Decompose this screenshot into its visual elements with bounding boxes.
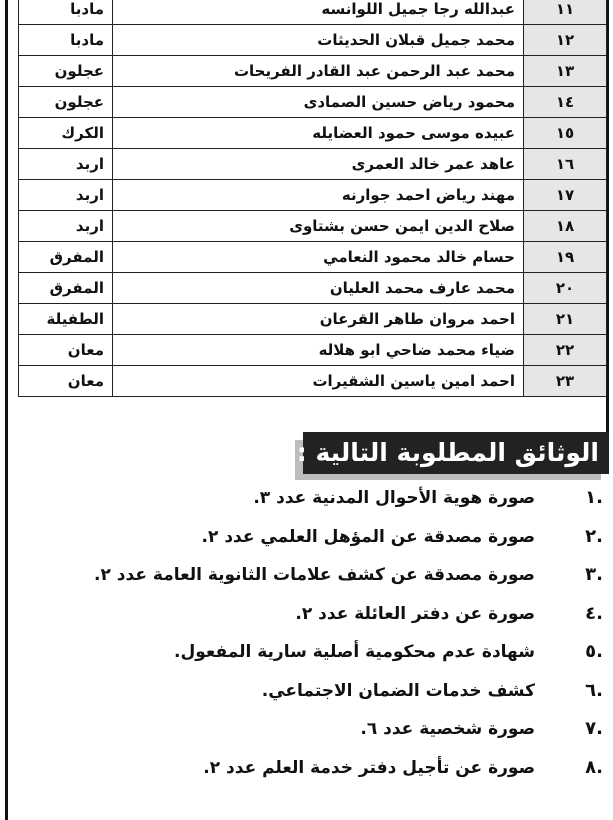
- row-name: احمد امين ياسين الشقيرات: [113, 366, 524, 397]
- list-item-text: صورة هوية الأحوال المدنية عدد ٣.: [253, 488, 535, 508]
- row-number: ١٥: [524, 118, 607, 149]
- list-item-text: صورة عن تأجيل دفتر خدمة العلم عدد ٢.: [203, 757, 535, 778]
- row-name: عبدالله رجا جميل اللوانسه: [113, 0, 524, 25]
- row-name: عاهد عمر خالد العمرى: [113, 149, 524, 180]
- row-city: معان: [19, 366, 113, 397]
- table-row: [19, 273, 607, 304]
- table-row: [19, 335, 607, 366]
- list-item: [0, 598, 613, 630]
- row-number: ١٩: [524, 242, 607, 273]
- list-item-number: .٤: [585, 602, 603, 624]
- row-number: ١١: [524, 0, 607, 25]
- row-name: محمد عارف محمد العليان: [113, 273, 524, 304]
- row-city: اربد: [19, 180, 113, 211]
- row-city: عجلون: [19, 87, 113, 118]
- table-row: [19, 242, 607, 273]
- row-name: محمد عبد الرحمن عبد القادر الفريحات: [113, 56, 524, 87]
- row-number: ٢١: [524, 304, 607, 335]
- row-number: ٢٢: [524, 335, 607, 366]
- row-number: ١٤: [524, 87, 607, 118]
- list-item-number: .٨: [585, 756, 603, 778]
- row-name: صلاح الدين ايمن حسن بشتاوى: [113, 211, 524, 242]
- list-item-text: شهادة عدم محكومية أصلية سارية المفعول.: [174, 642, 535, 662]
- list-item-number: .٣: [585, 564, 603, 585]
- list-item: [0, 752, 613, 784]
- list-item: [0, 675, 613, 707]
- row-number: ١٢: [524, 25, 607, 56]
- row-number: ١٣: [524, 56, 607, 87]
- documents-heading-box: [296, 432, 609, 476]
- table-row: [19, 0, 607, 25]
- row-city: اربد: [19, 149, 113, 180]
- list-item: [0, 482, 613, 514]
- table-row: [19, 118, 607, 149]
- table-row: [19, 149, 607, 180]
- row-city: مادبا: [19, 25, 113, 56]
- row-name: محمود رياض حسين الصمادى: [113, 87, 524, 118]
- row-city: الكرك: [19, 118, 113, 149]
- names-table: [18, 0, 607, 397]
- list-item-number: .١: [585, 487, 603, 508]
- list-item-number: .٦: [585, 679, 603, 701]
- row-number: ١٨: [524, 211, 607, 242]
- list-item-number: .٢: [585, 525, 603, 547]
- list-item-number: .٥: [585, 641, 603, 662]
- row-city: الطفيلة: [19, 304, 113, 335]
- list-item-text: صورة عن دفتر العائلة عدد ٢.: [295, 603, 535, 624]
- list-item-number: .٧: [585, 718, 603, 739]
- table-row: [19, 56, 607, 87]
- row-city: مادبا: [19, 0, 113, 25]
- row-name: احمد مروان طاهر القرعان: [113, 304, 524, 335]
- table-row: [19, 304, 607, 335]
- row-number: ٢٣: [524, 366, 607, 397]
- list-item-text: صورة شخصية عدد ٦.: [360, 719, 535, 739]
- row-number: ١٧: [524, 180, 607, 211]
- table-row: [19, 366, 607, 397]
- table-row: [19, 87, 607, 118]
- row-name: ضياء محمد ضاحي ابو هلاله: [113, 335, 524, 366]
- list-item-text: كشف خدمات الضمان الاجتماعي.: [261, 680, 535, 701]
- row-name: محمد جميل قبلان الحديثات: [113, 25, 524, 56]
- list-item-text: صورة مصدقة عن كشف علامات الثانوية العامة عدد ٢.: [94, 565, 535, 585]
- list-item-text: صورة مصدقة عن المؤهل العلمي عدد ٢.: [201, 526, 535, 547]
- documents-heading: الوثائق المطلوبة التالية :: [303, 432, 609, 474]
- row-number: ٢٠: [524, 273, 607, 304]
- row-city: المفرق: [19, 273, 113, 304]
- row-number: ١٦: [524, 149, 607, 180]
- table-row: [19, 180, 607, 211]
- list-item: [0, 636, 613, 668]
- row-city: معان: [19, 335, 113, 366]
- list-item: [0, 559, 613, 591]
- names-table-body: [19, 0, 607, 397]
- row-city: اربد: [19, 211, 113, 242]
- row-name: حسام خالد محمود النعامي: [113, 242, 524, 273]
- list-item: [0, 713, 613, 745]
- table-row: [19, 211, 607, 242]
- list-item: [0, 521, 613, 553]
- row-city: عجلون: [19, 56, 113, 87]
- row-name: مهند رياض احمد جوارنه: [113, 180, 524, 211]
- row-name: عبيده موسى حمود العضايله: [113, 118, 524, 149]
- row-city: المفرق: [19, 242, 113, 273]
- table-row: [19, 25, 607, 56]
